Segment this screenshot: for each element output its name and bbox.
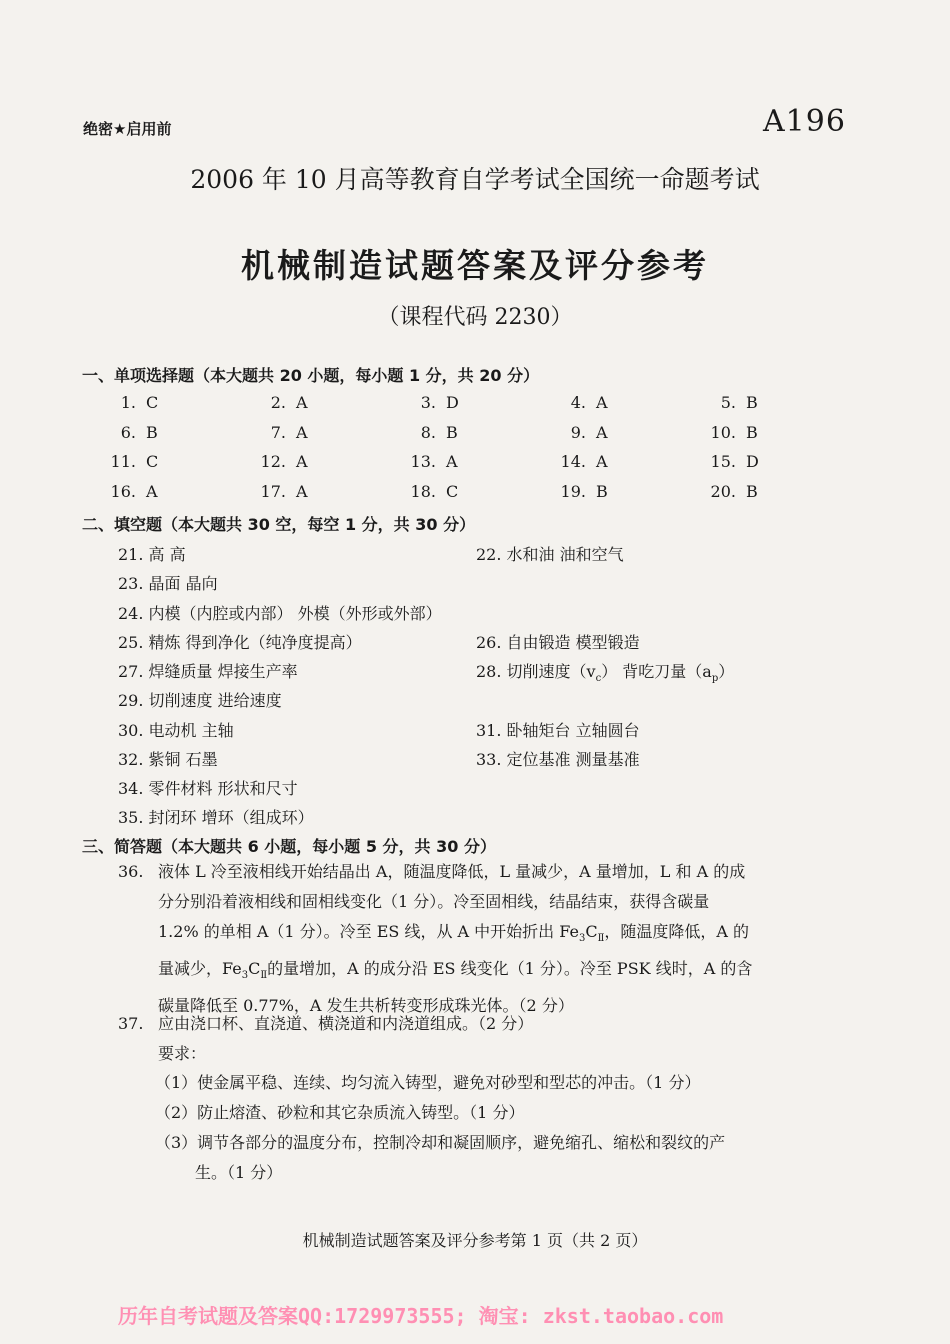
mc-answer-letter: B <box>746 423 758 442</box>
mc-answer-letter: A <box>296 482 308 501</box>
answer-text: C <box>248 959 261 979</box>
mc-answer-letter: B <box>746 482 758 501</box>
paper-code: A196 <box>763 104 846 139</box>
question-number: 37. <box>118 1014 144 1033</box>
requirement-item: （1）使金属平稳、连续、均匀流入铸型，避免对砂型和型芯的冲击。（1 分） <box>155 1073 701 1092</box>
mc-answer <box>400 423 458 442</box>
mc-answer <box>700 393 758 412</box>
mc-answer-letter: B <box>146 423 158 442</box>
mc-question-number: 7. <box>270 423 286 442</box>
fill-item: 26. 自由锻造 模型锻造 <box>476 633 640 652</box>
mc-question-number: 17. <box>260 482 286 501</box>
mc-answer-letter: D <box>446 393 459 412</box>
mc-answer <box>550 423 608 442</box>
answer-line: 碳量降低至 0.77%，A 发生共析转变形成珠光体。（2 分） <box>158 996 574 1016</box>
mc-question-number: 1. <box>120 393 136 412</box>
answer-text: 量减少，Fe <box>158 959 242 979</box>
requirement-item-continued: 生。（1 分） <box>195 1163 283 1182</box>
answer-line <box>158 917 752 954</box>
mc-answer-letter: A <box>596 452 608 471</box>
mc-answer-letter: C <box>446 482 459 501</box>
fill-item-text: ） <box>718 662 735 681</box>
mc-question-number: 4. <box>570 393 586 412</box>
mc-question-number: 10. <box>710 423 736 442</box>
mc-answer-letter: B <box>746 393 758 412</box>
section2-title: 二、填空题（本大题共 30 空，每空 1 分，共 30 分） <box>82 515 476 534</box>
mc-answer <box>250 482 308 501</box>
page-footer: 机械制造试题答案及评分参考第 1 页（共 2 页） <box>302 1231 648 1250</box>
answer-text: 1.2% 的单相 A（1 分）。冷至 ES 线，从 A 中开始折出 Fe <box>158 922 579 941</box>
mc-question-number: 11. <box>110 452 136 471</box>
mc-question-number: 9. <box>570 423 586 442</box>
mc-question-number: 2. <box>270 393 286 412</box>
mc-answer <box>100 452 158 471</box>
answer-36 <box>158 857 752 1021</box>
mc-question-number: 13. <box>410 452 436 471</box>
question-number: 36. <box>118 862 144 881</box>
mc-answer-letter: D <box>746 452 759 471</box>
mc-question-number: 15. <box>710 452 736 471</box>
answer-line: 要求： <box>158 1044 207 1063</box>
mc-question-number: 16. <box>110 482 136 501</box>
mc-question-number: 14. <box>560 452 586 471</box>
fill-item: 33. 定位基准 测量基准 <box>476 750 640 769</box>
mc-question-number: 20. <box>710 482 736 501</box>
fill-item-text: ） 背吃刀量（a <box>601 662 712 681</box>
fill-item: 32. 紫铜 石墨 <box>118 750 218 769</box>
mc-answer-letter: A <box>596 393 608 412</box>
requirements-list <box>155 1068 725 1188</box>
mc-answer <box>700 482 758 501</box>
fill-item: 27. 焊缝质量 焊接生产率 <box>118 662 298 681</box>
fill-item: 25. 精炼 得到净化（纯净度提高） <box>118 633 362 652</box>
mc-answer <box>250 423 308 442</box>
mc-answer-letter: C <box>146 452 159 471</box>
requirement-item: （2）防止熔渣、砂粒和其它杂质流入铸型。（1 分） <box>155 1103 525 1122</box>
fill-item: 30. 电动机 主轴 <box>118 721 234 740</box>
fill-item-28 <box>476 659 734 684</box>
section1-title: 一、单项选择题（本大题共 20 小题，每小题 1 分，共 20 分） <box>82 366 540 385</box>
mc-answer-letter: A <box>146 482 158 501</box>
subscript: 3 <box>578 933 586 945</box>
answer-line: 应由浇口杯、直浇道、横浇道和内浇道组成。（2 分） <box>158 1014 534 1033</box>
mc-answer <box>100 482 158 501</box>
mc-answer <box>700 452 759 471</box>
mc-answer <box>250 393 308 412</box>
confidential-label: 绝密★启用前 <box>83 120 172 138</box>
mc-answer-letter: A <box>296 393 308 412</box>
watermark-text: 历年自考试题及答案QQ:1729973555; 淘宝: zkst.taobao.com <box>118 1304 724 1328</box>
subscript: Ⅱ <box>260 970 268 982</box>
mc-answer <box>100 423 158 442</box>
exam-title: 2006 年 10 月高等教育自学考试全国统一命题考试 <box>190 165 760 194</box>
answer-text: ，随温度降低，A 的 <box>604 922 750 941</box>
mc-answer <box>550 482 608 501</box>
requirement-item: （3）调节各部分的温度分布，控制冷却和凝固顺序，避免缩孔、缩松和裂纹的产 <box>155 1133 726 1152</box>
answer-line: 分分别沿着液相线和固相线变化（1 分）。冷至固相线，结晶结束，获得含碳量 <box>158 892 710 911</box>
mc-question-number: 3. <box>420 393 436 412</box>
mc-answer-letter: B <box>596 482 608 501</box>
mc-answer-letter: A <box>446 452 458 471</box>
fill-item: 24. 内模（内腔或内部） 外模（外形或外部） <box>118 604 442 623</box>
fill-item-text: 28. 切削速度（v <box>476 662 596 681</box>
mc-answer <box>400 393 459 412</box>
subscript: p <box>711 673 719 685</box>
section3-title: 三、简答题（本大题共 6 小题，每小题 5 分，共 30 分） <box>82 837 496 856</box>
mc-question-number: 19. <box>560 482 586 501</box>
fill-item: 22. 水和油 油和空气 <box>476 545 624 564</box>
subscript: Ⅱ <box>597 933 605 945</box>
mc-question-number: 5. <box>720 393 736 412</box>
mc-answer-letter: B <box>446 423 458 442</box>
answer-line <box>158 954 752 991</box>
subscript: 3 <box>241 970 249 982</box>
fill-item: 23. 晶面 晶向 <box>118 574 218 593</box>
mc-question-number: 8. <box>420 423 436 442</box>
mc-answer <box>250 452 308 471</box>
mc-answer <box>550 393 608 412</box>
fill-item: 29. 切削速度 进给速度 <box>118 691 282 710</box>
mc-question-number: 12. <box>260 452 286 471</box>
answer-text: C <box>585 922 598 941</box>
mc-answer-letter: A <box>596 423 608 442</box>
answer-text: 的量增加，A 的成分沿 ES 线变化（1 分）。冷至 PSK 线时，A 的含 <box>267 959 753 979</box>
mc-answer <box>400 452 458 471</box>
mc-answer-letter: A <box>296 452 308 471</box>
course-code: （课程代码 2230） <box>377 305 573 330</box>
main-title: 机械制造试题答案及评分参考 <box>241 246 709 285</box>
fill-item: 21. 高 高 <box>118 545 186 564</box>
mc-question-number: 6. <box>120 423 136 442</box>
mc-answer-letter: A <box>296 423 308 442</box>
mc-answer <box>700 423 758 442</box>
subscript: c <box>595 673 602 685</box>
mc-answer <box>550 452 608 471</box>
answer-37 <box>158 1009 533 1069</box>
answer-line: 液体 L 冷至液相线开始结晶出 A，随温度降低，L 量减少，A 量增加，L 和 A 的成 <box>158 862 746 881</box>
mc-answer <box>400 482 458 501</box>
fill-item: 31. 卧轴矩台 立轴圆台 <box>476 721 640 740</box>
fill-item: 35. 封闭环 增环（组成环） <box>118 808 314 827</box>
fill-item: 34. 零件材料 形状和尺寸 <box>118 779 298 798</box>
mc-question-number: 18. <box>410 482 436 501</box>
mc-answer <box>100 393 158 412</box>
mc-answer-letter: C <box>146 393 159 412</box>
